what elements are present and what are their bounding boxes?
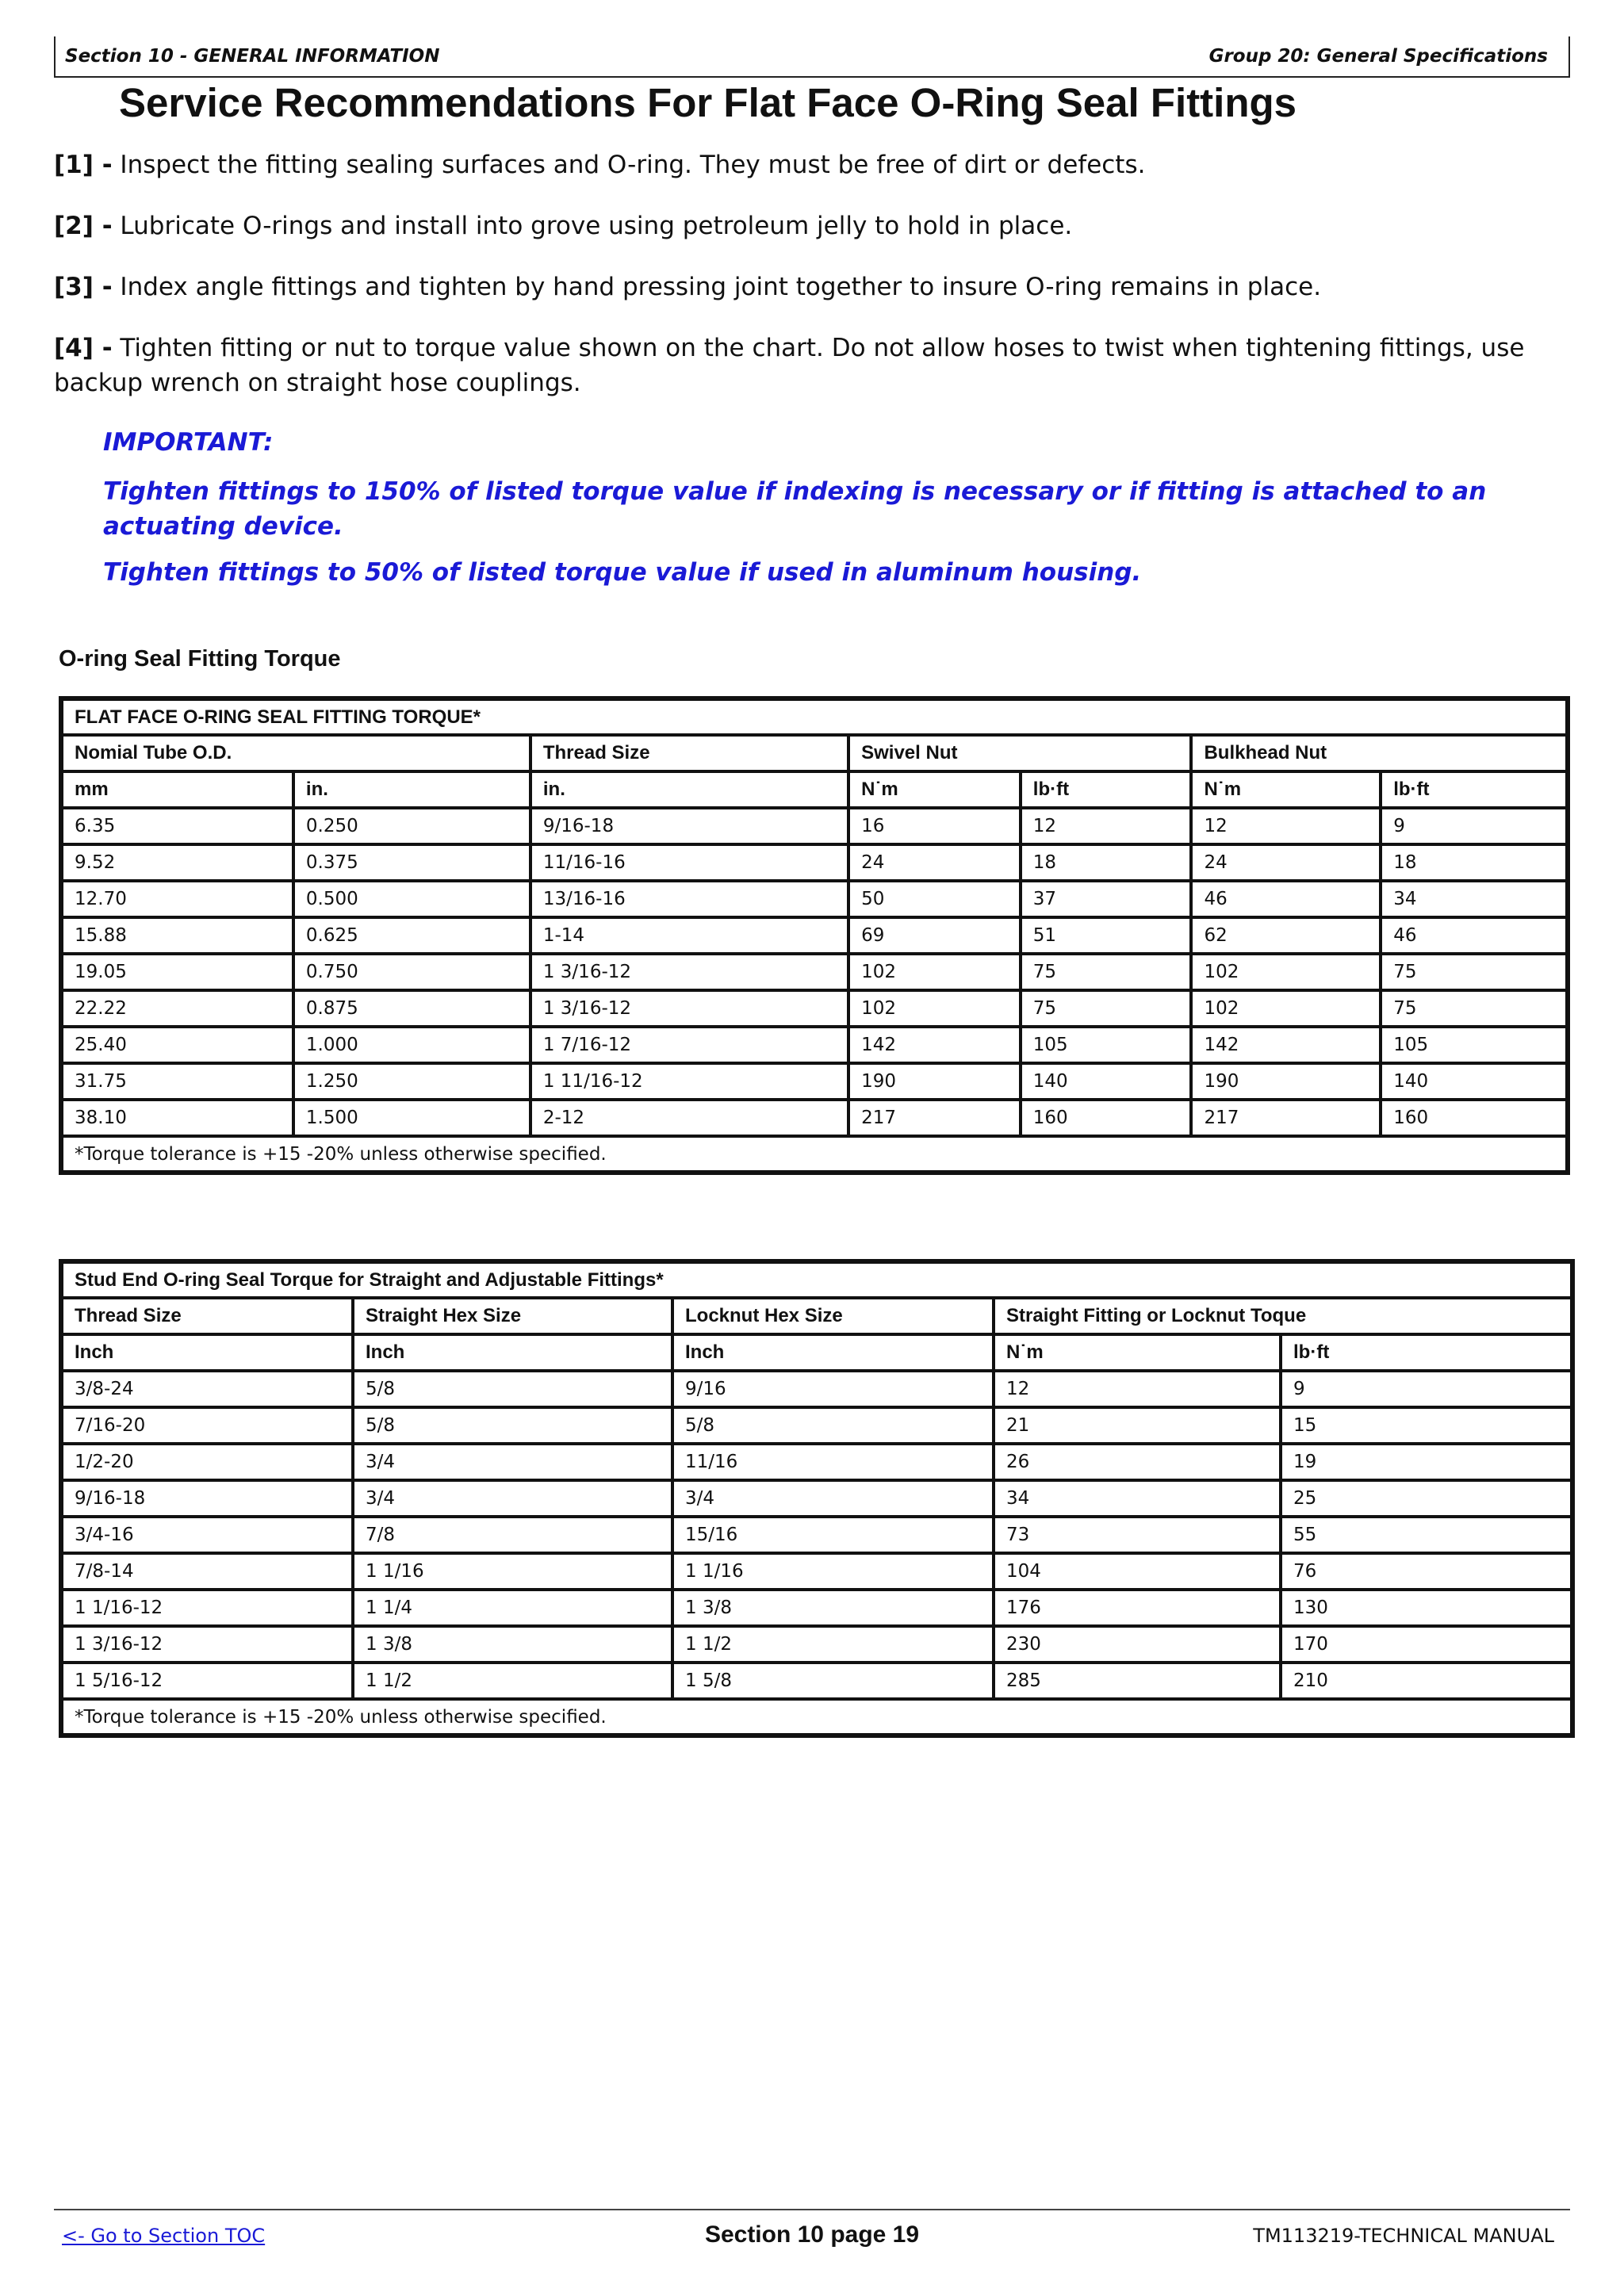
unit-header: Inch	[672, 1334, 994, 1371]
table-cell: 1 11/16-12	[530, 1063, 848, 1100]
column-group-header: Thread Size	[61, 1298, 353, 1334]
table-cell: 140	[1381, 1063, 1568, 1100]
table-title: O-ring Seal Fitting Torque	[59, 646, 341, 672]
table-cell: 46	[1191, 881, 1381, 917]
table-cell: 12.70	[61, 881, 293, 917]
table-cell: 13/16-16	[530, 881, 848, 917]
table-cell: 160	[1021, 1100, 1192, 1136]
table-cell: 9.52	[61, 844, 293, 881]
table-cell: 37	[1021, 881, 1192, 917]
table-cell: 12	[1021, 808, 1192, 844]
step-item	[54, 270, 1561, 304]
table-cell: 0.875	[293, 990, 530, 1027]
table-row	[61, 1027, 1568, 1063]
unit-header: lb·ft	[1021, 771, 1192, 808]
table-cell: 15/16	[672, 1517, 994, 1553]
table-cell: 142	[1191, 1027, 1381, 1063]
table-cell: 3/4	[353, 1480, 672, 1517]
group-label: Group 20: General Specifications	[1208, 46, 1548, 67]
table-cell: 15.88	[61, 917, 293, 954]
table-cell: 9/16	[672, 1371, 994, 1407]
table-cell: 75	[1381, 990, 1568, 1027]
unit-header: in.	[293, 771, 530, 808]
table-footnote: *Torque tolerance is +15 -20% unless otherwise specified.	[61, 1136, 1568, 1173]
table-row	[61, 1371, 1572, 1407]
table-row	[61, 1407, 1572, 1444]
table-cell: 1 5/16-12	[61, 1663, 353, 1699]
table-cell: 7/8	[353, 1517, 672, 1553]
table-cell: 140	[1021, 1063, 1192, 1100]
table-cell: 51	[1021, 917, 1192, 954]
column-group-header: Bulkhead Nut	[1191, 735, 1568, 771]
table-cell: 190	[1191, 1063, 1381, 1100]
section-toc-link[interactable]: <- Go to Section TOC	[62, 2225, 266, 2247]
column-group-header: Thread Size	[530, 735, 848, 771]
table-row	[61, 881, 1568, 917]
table-cell: 105	[1021, 1027, 1192, 1063]
table-cell: 160	[1381, 1100, 1568, 1136]
table-cell: 15	[1281, 1407, 1572, 1444]
table-cell: 50	[848, 881, 1021, 917]
column-group-header: Swivel Nut	[848, 735, 1191, 771]
table-cell: 34	[994, 1480, 1281, 1517]
table-cell: 26	[994, 1444, 1281, 1480]
table-cell: 3/4	[353, 1444, 672, 1480]
table-cell: 5/8	[672, 1407, 994, 1444]
table-cell: 75	[1021, 954, 1192, 990]
table-cell: 24	[848, 844, 1021, 881]
step-text: Inspect the fitting sealing surfaces and O-ring. They must be free of dirt or defects.	[112, 151, 1146, 179]
table-cell: 130	[1281, 1590, 1572, 1626]
table-cell: 105	[1381, 1027, 1568, 1063]
table-row	[61, 990, 1568, 1027]
table-cell: 69	[848, 917, 1021, 954]
step-text: Index angle fittings and tighten by hand pressing joint together to insure O-ring remains in place.	[112, 273, 1322, 301]
table-cell: 1 1/16	[353, 1553, 672, 1590]
step-item	[54, 209, 1561, 243]
column-group-header: Nomial Tube O.D.	[61, 735, 530, 771]
table-cell: 1 5/8	[672, 1663, 994, 1699]
table-row	[61, 954, 1568, 990]
table-cell: 1.000	[293, 1027, 530, 1063]
unit-header: N˙m	[1191, 771, 1381, 808]
unit-header: in.	[530, 771, 848, 808]
table-cell: 104	[994, 1553, 1281, 1590]
table-cell: 1 1/4	[353, 1590, 672, 1626]
table-cell: 75	[1021, 990, 1192, 1027]
table-cell: 34	[1381, 881, 1568, 917]
table-cell: 0.750	[293, 954, 530, 990]
steps-list	[54, 147, 1561, 427]
table-footnote: *Torque tolerance is +15 -20% unless otherwise specified.	[61, 1699, 1572, 1735]
table-cell: 102	[1191, 954, 1381, 990]
important-heading: IMPORTANT:	[103, 428, 274, 457]
table-row	[61, 1100, 1568, 1136]
table-cell: 6.35	[61, 808, 293, 844]
table-row	[61, 1590, 1572, 1626]
column-group-header: Straight Hex Size	[353, 1298, 672, 1334]
table-cell: 142	[848, 1027, 1021, 1063]
table-cell: 1 1/2	[353, 1663, 672, 1699]
table-cell: 9/16-18	[530, 808, 848, 844]
table-cell: 25.40	[61, 1027, 293, 1063]
important-note: Tighten fittings to 150% of listed torque value if indexing is necessary or if fitting is attached to an actuating device.	[103, 477, 1487, 541]
footer-divider	[54, 2209, 1570, 2210]
table-cell: 217	[1191, 1100, 1381, 1136]
table-cell: 62	[1191, 917, 1381, 954]
table-cell: 0.500	[293, 881, 530, 917]
step-number: [2] -	[54, 212, 113, 240]
table-cell: 46	[1381, 917, 1568, 954]
table-cell: 38.10	[61, 1100, 293, 1136]
step-item	[54, 147, 1561, 182]
table-cell: 102	[848, 990, 1021, 1027]
table-cell: 25	[1281, 1480, 1572, 1517]
table-cell: 5/8	[353, 1371, 672, 1407]
table-cell: 1 3/16-12	[61, 1626, 353, 1663]
table-cell: 9	[1381, 808, 1568, 844]
table-cell: 9/16-18	[61, 1480, 353, 1517]
table-cell: 76	[1281, 1553, 1572, 1590]
important-note: Tighten fittings to 50% of listed torque value if used in aluminum housing.	[103, 558, 1142, 587]
important-notice	[103, 428, 1530, 601]
table-cell: 1 7/16-12	[530, 1027, 848, 1063]
section-label: Section 10 - GENERAL INFORMATION	[65, 46, 440, 67]
column-group-header: Straight Fitting or Locknut Toque	[994, 1298, 1572, 1334]
table-cell: 217	[848, 1100, 1021, 1136]
unit-header: N˙m	[848, 771, 1021, 808]
unit-header: Inch	[353, 1334, 672, 1371]
table-cell: 18	[1021, 844, 1192, 881]
table-cell: 170	[1281, 1626, 1572, 1663]
manual-id: TM113219-TECHNICAL MANUAL	[1253, 2225, 1554, 2247]
table-row	[61, 844, 1568, 881]
step-number: [3] -	[54, 273, 113, 301]
table-cell: 3/4	[672, 1480, 994, 1517]
unit-header: lb·ft	[1281, 1334, 1572, 1371]
table-row	[61, 808, 1568, 844]
table-cell: 19	[1281, 1444, 1572, 1480]
table-cell: 1 1/16-12	[61, 1590, 353, 1626]
table-cell: 7/16-20	[61, 1407, 353, 1444]
table-cell: 24	[1191, 844, 1381, 881]
column-group-header: Locknut Hex Size	[672, 1298, 994, 1334]
step-number: [1] -	[54, 151, 113, 179]
table-cell: 55	[1281, 1517, 1572, 1553]
table-row	[61, 1626, 1572, 1663]
table-cell: 1/2-20	[61, 1444, 353, 1480]
table-caption: FLAT FACE O-RING SEAL FITTING TORQUE*	[61, 698, 1568, 735]
table-cell: 1 1/16	[672, 1553, 994, 1590]
table-cell: 16	[848, 808, 1021, 844]
table-cell: 1.250	[293, 1063, 530, 1100]
table-cell: 9	[1281, 1371, 1572, 1407]
unit-header: N˙m	[994, 1334, 1281, 1371]
table-cell: 102	[1191, 990, 1381, 1027]
flat-face-torque-table	[59, 696, 1570, 1175]
table-cell: 1 1/2	[672, 1626, 994, 1663]
table-cell: 7/8-14	[61, 1553, 353, 1590]
unit-header: Inch	[61, 1334, 353, 1371]
table-cell: 210	[1281, 1663, 1572, 1699]
step-item	[54, 331, 1561, 400]
table-cell: 1 3/16-12	[530, 954, 848, 990]
table-cell: 11/16	[672, 1444, 994, 1480]
table-cell: 102	[848, 954, 1021, 990]
page-title: Service Recommendations For Flat Face O-Ring Seal Fittings	[119, 80, 1297, 125]
table-cell: 31.75	[61, 1063, 293, 1100]
table-cell: 3/8-24	[61, 1371, 353, 1407]
unit-header: mm	[61, 771, 293, 808]
table-cell: 1 3/16-12	[530, 990, 848, 1027]
table-cell: 1 3/8	[672, 1590, 994, 1626]
table-cell: 285	[994, 1663, 1281, 1699]
step-text: Tighten fitting or nut to torque value shown on the chart. Do not allow hoses to twist when tightening fittings, use backup wrench on straight hose couplings.	[54, 334, 1525, 397]
table-cell: 1-14	[530, 917, 848, 954]
table-row	[61, 1480, 1572, 1517]
page-number: Section 10 page 19	[704, 2221, 920, 2248]
table-cell: 0.625	[293, 917, 530, 954]
table-cell: 176	[994, 1590, 1281, 1626]
page-header	[54, 36, 1570, 78]
table-cell: 230	[994, 1626, 1281, 1663]
table-row	[61, 1444, 1572, 1480]
table-cell: 2-12	[530, 1100, 848, 1136]
table-cell: 5/8	[353, 1407, 672, 1444]
table-cell: 3/4-16	[61, 1517, 353, 1553]
step-number: [4] -	[54, 334, 113, 362]
stud-end-torque-table	[59, 1259, 1575, 1738]
table-cell: 12	[1191, 808, 1381, 844]
table-cell: 190	[848, 1063, 1021, 1100]
table-row	[61, 1553, 1572, 1590]
table-cell: 75	[1381, 954, 1568, 990]
table-cell: 21	[994, 1407, 1281, 1444]
table-row	[61, 917, 1568, 954]
table-row	[61, 1517, 1572, 1553]
step-text: Lubricate O-rings and install into grove using petroleum jelly to hold in place.	[112, 212, 1073, 240]
unit-header: lb·ft	[1381, 771, 1568, 808]
table-cell: 1.500	[293, 1100, 530, 1136]
table-cell: 73	[994, 1517, 1281, 1553]
table-row	[61, 1063, 1568, 1100]
table-row	[61, 1663, 1572, 1699]
table-cell: 11/16-16	[530, 844, 848, 881]
table-cell: 19.05	[61, 954, 293, 990]
table-cell: 0.250	[293, 808, 530, 844]
table-caption: Stud End O-ring Seal Torque for Straight and Adjustable Fittings*	[61, 1261, 1572, 1298]
table-cell: 22.22	[61, 990, 293, 1027]
table-cell: 1 3/8	[353, 1626, 672, 1663]
table-cell: 18	[1381, 844, 1568, 881]
table-cell: 12	[994, 1371, 1281, 1407]
table-cell: 0.375	[293, 844, 530, 881]
